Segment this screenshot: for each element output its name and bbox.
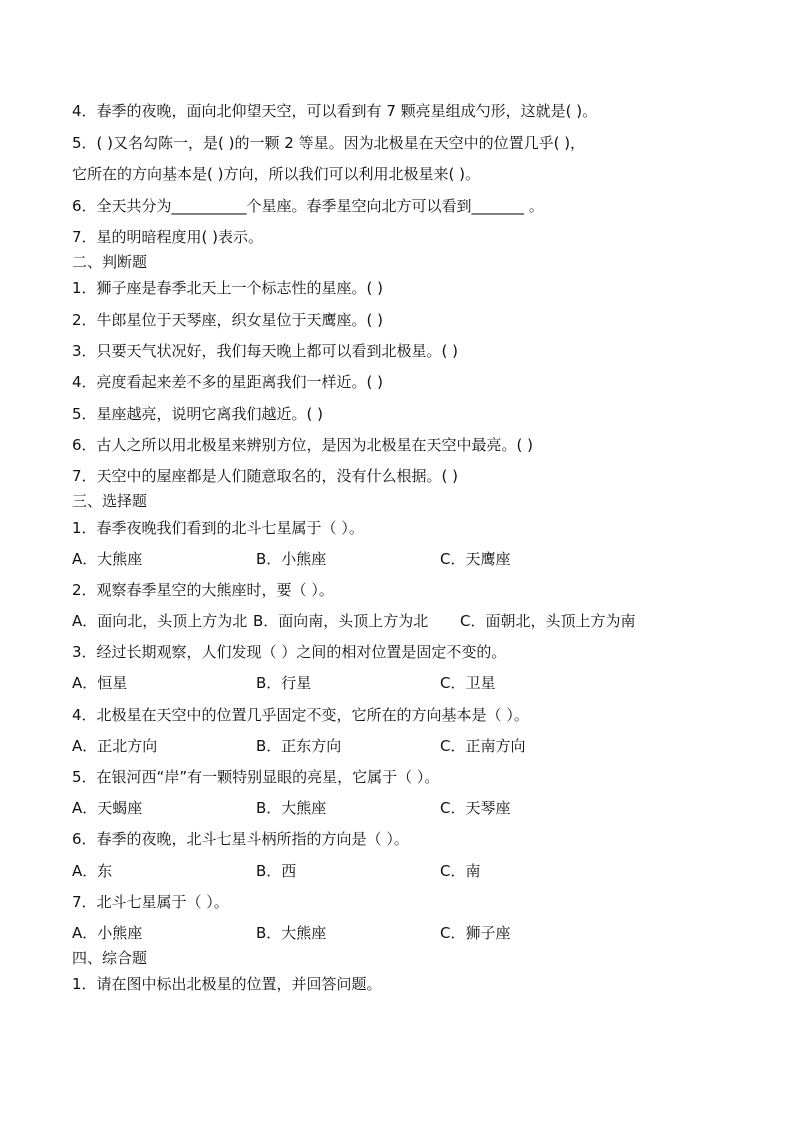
choice-4-option-c: C．正南方向 <box>440 737 526 755</box>
choice-question-3: 3．经过长期观察，人们发现（ ）之间的相对位置是固定不变的。 <box>72 643 507 661</box>
choice-5-option-c: C．天琴座 <box>440 799 511 817</box>
choice-6-option-b: B．西 <box>256 862 297 880</box>
choice-3-option-b: B．行星 <box>256 674 312 692</box>
choice-6-option-a: A．东 <box>72 862 113 880</box>
choice-6-option-c: C．南 <box>440 862 481 880</box>
choice-2-option-a: A．面向北，头顶上方为北 <box>72 612 248 630</box>
choice-1-option-a: A．大熊座 <box>72 550 143 568</box>
choice-question-1: 1．春季夜晚我们看到的北斗七星属于（ ）。 <box>72 519 364 537</box>
choice-4-option-b: B．正东方向 <box>256 737 342 755</box>
choice-7-option-c: C．狮子座 <box>440 924 511 942</box>
fill-in-q6: 6．全天共分为__________个星座。春季星空向北方可以看到_______ 。 <box>72 197 544 215</box>
choice-1-option-c: C．天鹰座 <box>440 550 511 568</box>
judge-item-3: 3．只要天气状况好，我们每天晚上都可以看到北极星。( ) <box>72 342 459 360</box>
section-heading-comprehensive: 四、综合题 <box>72 949 148 967</box>
choice-3-option-c: C．卫星 <box>440 674 496 692</box>
fill-in-q5-line2: 它所在的方向基本是( )方向，所以我们可以利用北极星来( )。 <box>72 165 480 183</box>
section-heading-choice: 三、选择题 <box>72 492 148 510</box>
fill-in-q7: 7．星的明暗程度用( )表示。 <box>72 228 264 246</box>
section-heading-judge: 二、判断题 <box>72 253 148 271</box>
choice-5-option-a: A．天蝎座 <box>72 799 143 817</box>
choice-2-option-b: B．面向南，头顶上方为北 <box>253 612 429 630</box>
judge-item-7: 7．天空中的屋座都是人们随意取名的，没有什么根据。( ) <box>72 467 459 485</box>
choice-3-option-a: A．恒星 <box>72 674 128 692</box>
choice-7-option-a: A．小熊座 <box>72 924 143 942</box>
fill-in-q5-line1: 5．( )又名勾陈一，是( )的一颗 2 等星。因为北极星在天空中的位置几乎( )， <box>72 134 586 152</box>
choice-4-option-a: A．正北方向 <box>72 737 158 755</box>
choice-question-2: 2．观察春季星空的大熊座时，要（ ）。 <box>72 581 334 599</box>
judge-item-4: 4．亮度看起来差不多的星距离我们一样近。( ) <box>72 373 384 391</box>
choice-1-option-b: B．小熊座 <box>256 550 327 568</box>
judge-item-1: 1．狮子座是春季北天上一个标志性的星座。( ) <box>72 279 384 297</box>
judge-item-5: 5．星座越亮，说明它离我们越近。( ) <box>72 405 324 423</box>
fill-in-q4: 4．春季的夜晚，面向北仰望天空，可以看到有 7 颗亮星组成勺形，这就是( )。 <box>72 102 598 120</box>
choice-question-6: 6．春季的夜晚，北斗七星斗柄所指的方向是（ ）。 <box>72 830 409 848</box>
comprehensive-q1: 1．请在图中标出北极星的位置，并回答问题。 <box>72 975 382 993</box>
choice-5-option-b: B．大熊座 <box>256 799 327 817</box>
judge-item-2: 2．牛郎星位于天琴座，织女星位于天鹰座。( ) <box>72 311 384 329</box>
choice-question-5: 5．在银河西“岸”有一颗特别显眼的亮星，它属于（ ）。 <box>72 768 440 786</box>
choice-question-7: 7．北斗七星属于（ ）。 <box>72 893 229 911</box>
judge-item-6: 6．古人之所以用北极星来辨别方位，是因为北极星在天空中最亮。( ) <box>72 436 534 454</box>
choice-question-4: 4．北极星在天空中的位置几乎固定不变，它所在的方向基本是（ ）。 <box>72 706 529 724</box>
choice-2-option-c: C．面朝北，头顶上方为南 <box>460 612 636 630</box>
choice-7-option-b: B．大熊座 <box>256 924 327 942</box>
